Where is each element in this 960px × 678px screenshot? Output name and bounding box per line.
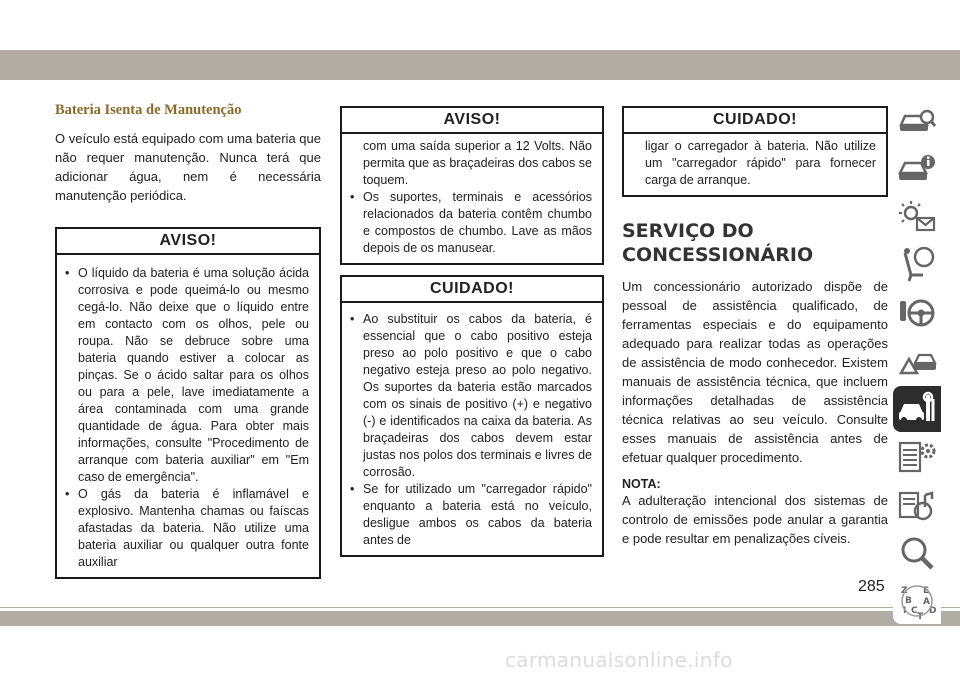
index-letter: T	[917, 612, 924, 619]
car-search-icon	[897, 103, 937, 139]
steering-wheel-icon	[897, 295, 937, 331]
column-3	[622, 106, 888, 548]
header-band	[0, 50, 960, 80]
caution-item: • Se for utilizado um "carregador rápido" enquanto a bateria está no veículo, desligue ambos os cabos da bateria antes de	[350, 481, 592, 549]
battery-paragraph: O veículo está equipado com uma bateria que não requer manutenção. Nunca terá que adicionar água, nem é necessária manutenção periódica.	[55, 131, 321, 203]
caution-box-continued	[622, 106, 888, 197]
column-2	[340, 106, 604, 557]
warning-box	[55, 227, 321, 579]
page-number: 285	[858, 578, 885, 595]
section-title-line: CONCESSIONÁRIO	[622, 244, 814, 266]
index-letter: A	[923, 597, 930, 607]
hazard-triangle-car-icon	[897, 343, 937, 379]
index-letter: E	[923, 586, 930, 596]
airbag-seat-icon	[897, 247, 937, 283]
tab-car-info[interactable]	[893, 146, 941, 192]
caution-title: CUIDADO!	[342, 277, 602, 303]
specifications-gear-icon	[897, 439, 937, 475]
tab-airbag-seat[interactable]	[893, 242, 941, 288]
footer-band	[0, 611, 960, 626]
subheading-maintenance-free-battery: Bateria Isenta de Manutenção	[55, 102, 242, 118]
car-tools-icon	[897, 391, 937, 427]
tab-car-search[interactable]	[893, 98, 941, 144]
tab-warning-lights[interactable]	[893, 194, 941, 240]
tab-steering-wheel[interactable]	[893, 290, 941, 336]
warning-title: AVISO!	[57, 229, 319, 255]
index-letter: I	[903, 606, 907, 616]
index-letter: B	[905, 596, 912, 606]
tab-car-tools[interactable]	[893, 386, 941, 432]
index-letters-icon	[897, 583, 937, 619]
tab-multimedia[interactable]	[893, 482, 941, 528]
tab-index[interactable]	[893, 578, 941, 624]
tab-hazard[interactable]	[893, 338, 941, 384]
tab-search[interactable]	[893, 530, 941, 576]
watermark-text[interactable]: carmanualsonline.info	[505, 648, 733, 672]
warning-body	[57, 255, 319, 577]
warning-body	[342, 134, 602, 263]
section-title-line: SERVIÇO DO	[622, 220, 754, 242]
magnifier-icon	[897, 535, 937, 571]
car-info-icon	[897, 151, 937, 187]
column-1	[55, 96, 321, 579]
warning-item: • O líquido da bateria é uma solução ácida corrosiva e pode queimá-lo ou mesmo cegá-lo. Não deixe que o líquido entre em contacto com os olhos, pele ou roupa. Não se debruce sobre uma bateria quando estiver a colocar as pinças. Se o ácido saltar para os olhos ou para a pele, lave imediatamente a área contaminada com uma grande quantidade de água. Para obter mais informações, consulte "Procedimento de arranque com bateria auxiliar" em "Em caso de emergência".	[65, 265, 309, 486]
chapter-tabs	[893, 98, 945, 626]
dealer-service-paragraph: Um concessionário autorizado dispõe de pessoal de assistência qualificado, de ferramentas especiais e do equipamento adequado para realizar todas as operações de assistência de modo conhecedor. Existem manuais de assistência técnica, que incluem informações detalhadas de assistência técnica relativas ao seu veículo. Consulte esses manuais de assistência antes de efetuar qualquer procedimento.	[622, 279, 888, 465]
footer-rule	[0, 607, 960, 608]
warning-item: • Os suportes, terminais e acessórios relacionados da bateria contêm chumbo e compostos de chumbo. Lave as mãos depois de os manusear.	[350, 189, 592, 257]
warning-continuation: com uma saída superior a 12 Volts. Não permita que as braçadeiras dos cabos se toquem.	[363, 139, 592, 187]
caution-item: • Ao substituir os cabos da bateria, é essencial que o cabo positivo esteja preso ao polo positivo e que o cabo negativo esteja preso ao polo negativo. Os suportes da bateria estão marcados com os sinais de positivo (+) e negativo (-) e identificados na caixa da bateria. As braçadeiras dos cabos devem estar justas nos polos dos terminais e livres de corrosão.	[350, 311, 592, 481]
section-title	[622, 219, 888, 267]
tab-specifications[interactable]	[893, 434, 941, 480]
warning-item: • O gás da bateria é inflamável e explosivo. Mantenha chamas ou faíscas afastadas da bateria. Não utilize uma bateria auxiliar ou qualquer outra fonte auxiliar	[65, 486, 309, 571]
index-letter: C	[911, 606, 918, 616]
caution-body	[342, 303, 602, 555]
caution-title: CUIDADO!	[624, 108, 886, 134]
multimedia-icon	[897, 487, 937, 523]
caution-continuation: ligar o carregador à bateria. Não utilize um "carregador rápido" para fornecer carga de arranque.	[645, 139, 876, 187]
warning-title: AVISO!	[342, 108, 602, 134]
note-text: A adulteração intencional dos sistemas de controlo de emissões pode anular a garantia e pode resultar em penalizações cíveis.	[622, 493, 888, 546]
index-letter: D	[929, 606, 937, 616]
warning-box-continued	[340, 106, 604, 265]
caution-box	[340, 275, 604, 557]
caution-body	[624, 134, 886, 195]
note-label: NOTA:	[622, 477, 661, 491]
warning-lights-icon	[897, 199, 937, 235]
index-letter: Z	[901, 586, 908, 596]
